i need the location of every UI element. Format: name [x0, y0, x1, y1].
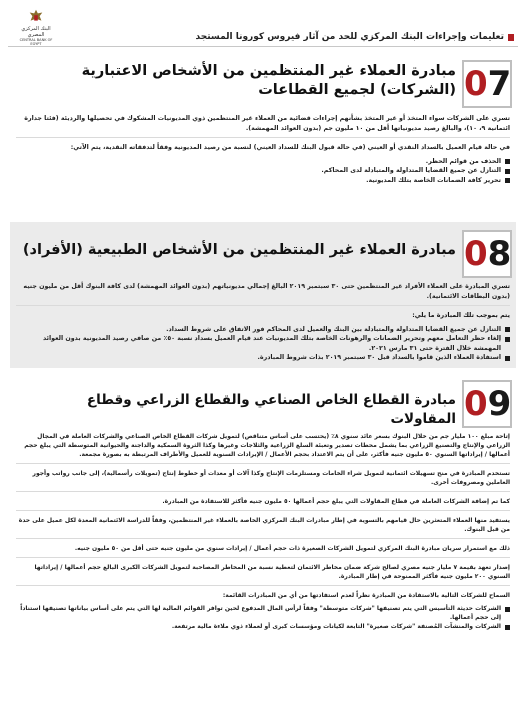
section-paragraph: كما تم إضافة الشركات العاملة في قطاع المقاولات التي يبلغ حجم أعمالها ٥٠ مليون جنيه فأكثر للاستفادة من المبادرة. [162, 498, 510, 505]
divider [16, 538, 510, 539]
section-body [16, 282, 510, 367]
list-item: إلغاء حظر التعامل معهم وتحرير الضمانات والرهونات الخاصة بتلك المديونيات عند قيام العميل بسداد نسبة ٥٠٪ من صافي رصيد المديونية بدون العوائد المهمشة خلال الفترة حتى ٣١ مارس ٢٠٢١. [16, 334, 510, 353]
section-paragraph: يتم بموجب تلك المبادرة ما يلي: [412, 312, 510, 319]
section-number: 08 [462, 230, 512, 278]
section-body [16, 432, 510, 635]
section-paragraph: تسري المبادرة على العملاء الأفراد غير المنتظمين حتى ٣٠ سبتمبر ٢٠١٩ البالغ إجمالي مديونياتهم (بدون العوائد المهمشة) لدى كافة البنوك أقل من مليون جنيه (بدون البطاقات الائتمانية). [23, 283, 510, 300]
list-item: استفادة العملاء الذين قاموا بالسداد قبل ٣٠ سبتمبر ٢٠١٩ بذات شروط المبادرة. [16, 353, 510, 363]
list-item: الشركات حديثة التأسيس التي يتم تصنيفها "شركات متوسطة" وفقاً لرأس المال المدفوع لحين توافر القوائم المالية لها التي يتم على أساس بياناتها تصنيفها استناداً إلى حجم أعمالها. [16, 604, 510, 622]
divider [16, 305, 510, 306]
logo-text-english: CENTRAL BANK OF EGYPT [19, 38, 53, 46]
section-body [16, 114, 510, 189]
divider [16, 137, 510, 138]
divider [16, 557, 510, 558]
section-number: 07 [462, 60, 512, 108]
section-title: مبادرة العملاء غير المنتظمين من الأشخاص الطبيعية (الأفراد) [22, 242, 456, 258]
list-item: التنازل عن جميع القضايا المتداولة والمتبادلة لدى المحاكم. [16, 166, 510, 176]
list-item: الحذف من قوائم الحظر. [16, 157, 510, 167]
list-item: الشركات والمنشآت المُصنفة "شركات صغيرة" التابعة لكيانات ومؤسسات كبرى أو لعملاء ذوي ملاءة مالية مرتفعة. [16, 622, 510, 631]
initiative-07-section [10, 52, 516, 220]
bullet-list [16, 325, 510, 363]
divider [16, 491, 510, 492]
section-number: 09 [462, 380, 512, 428]
eagle-emblem-icon [27, 8, 45, 26]
section-paragraph: تسري على الشركات سواء المتخذ أو غير المتخذ بشأنهم إجراءات قضائية من العملاء غير المنتظمين ذوي المديونيات المشكوك في تحصيلها والرديئة (فئتا جدارة ائتمانية ٩، ١٠)، والبالغ رصيد مديونياتها أقل من ١٠ مليون جم (بدون العوائد المهمشة). [24, 115, 510, 132]
divider [16, 510, 510, 511]
section-header [14, 230, 512, 276]
list-item: تحرير كافة الضمانات الخاصة بتلك المديونية. [16, 176, 510, 186]
section-paragraph: ذلك مع استمرار سريان مبادرة البنك المركزي لتمويل الشركات الصغيرة ذات حجم أعمال / إيرادات سنوي من مليون جنيه حتى أقل من ٥٠ مليون جنيه. [74, 545, 510, 552]
section-paragraph: إصدار تعهد بقيمة ٧ مليار جنيه مصري لصالح شركة ضمان مخاطر الائتمان لتغطية نسبة من المخاطر المصاحبة لتمويل الشركات الكبرى البالغ حجم أعمالها / إيراداتها السنوي ٢٠٠ مليون جنيه فأكثر الممنوحة في إطار المبادرة. [34, 564, 510, 580]
central-bank-logo [14, 8, 58, 46]
section-paragraph: السماح للشركات التالية بالاستفادة من المبادرة نظراً لعدم استفادتها من أي من المبادرات القائمة: [222, 592, 510, 599]
document-title: تعليمات وإجراءات البنك المركزي للحد من آثار فيروس كورونا المستجد [195, 32, 504, 42]
section-paragraph: في حالة قيام العميل بالسداد النقدي أو العيني (في حالة قبول البنك للسداد العيني) لنسبة من رصيد المديونية وفقاً لتدفقاته النقدية، يتم الآتي: [70, 144, 510, 151]
section-title: مبادرة العملاء غير المنتظمين من الأشخاص الاعتبارية (الشركات) لجميع القطاعات [81, 63, 456, 98]
title-marker [508, 34, 514, 41]
divider [16, 463, 510, 464]
logo-text-arabic: البنك المركزي المصري [21, 26, 51, 38]
section-header [14, 60, 512, 106]
section-header [14, 380, 512, 426]
section-paragraph: تستخدم المبادرة في منح تسهيلات ائتمانية لتمويل شراء الخامات ومستلزمات الإنتاج وكذا آلات أو معدات أو خطوط إنتاج (تمويلات رأسمالية)، إلى جانب رواتب وأجور العاملين ومصروفات أخرى. [32, 470, 510, 486]
bullet-list [16, 157, 510, 186]
initiative-09-section [10, 372, 516, 712]
section-title: مبادرة القطاع الخاص الصناعي والقطاع الزراعي وقطاع المقاولات [86, 392, 456, 427]
divider [16, 585, 510, 586]
initiative-08-section [10, 222, 516, 368]
document-header [8, 6, 518, 47]
section-paragraph: إتاحة مبلغ ١٠٠ مليار جم من خلال البنوك بسعر عائد سنوي ٨٪ (يحتسب على أساس متناقص) لتمويل شركات القطاع الخاص الصناعي والشركات العاملة في المجال الزراعي والإنتاج والتصنيع الزراعي بما يشمل محطات تصدير وتعبئة السلع الزراعية والثلاجات وغيرها وكذا الثروة السمكية والداجنة والحيوانية المتوسطة التي يبلغ حجم أعمالها / إيراداتها السنوي ٥٠ مليون جنيه فأكثر، على أن يتم الاعتداد بحجم الأعمال / الإيرادات السنوية للعميل والأطراف المرتبطة به بصورة مجمعة. [24, 433, 510, 458]
list-item: التنازل عن جميع القضايا المتداولة والمتبادلة بين البنك والعميل لدى المحاكم فور الاتفاق على شروط السداد. [16, 325, 510, 335]
bullet-list [16, 604, 510, 631]
section-paragraph: يستفيد منها العملاء المتعثرين حال قيامهم بالتسوية في إطار مبادرات البنك المركزي الخاصة بالعملاء غير المنتظمين، وفقاً للدراسة الائتمانية المعدة لكل عميل على حدة من قبل البنوك. [18, 517, 510, 533]
